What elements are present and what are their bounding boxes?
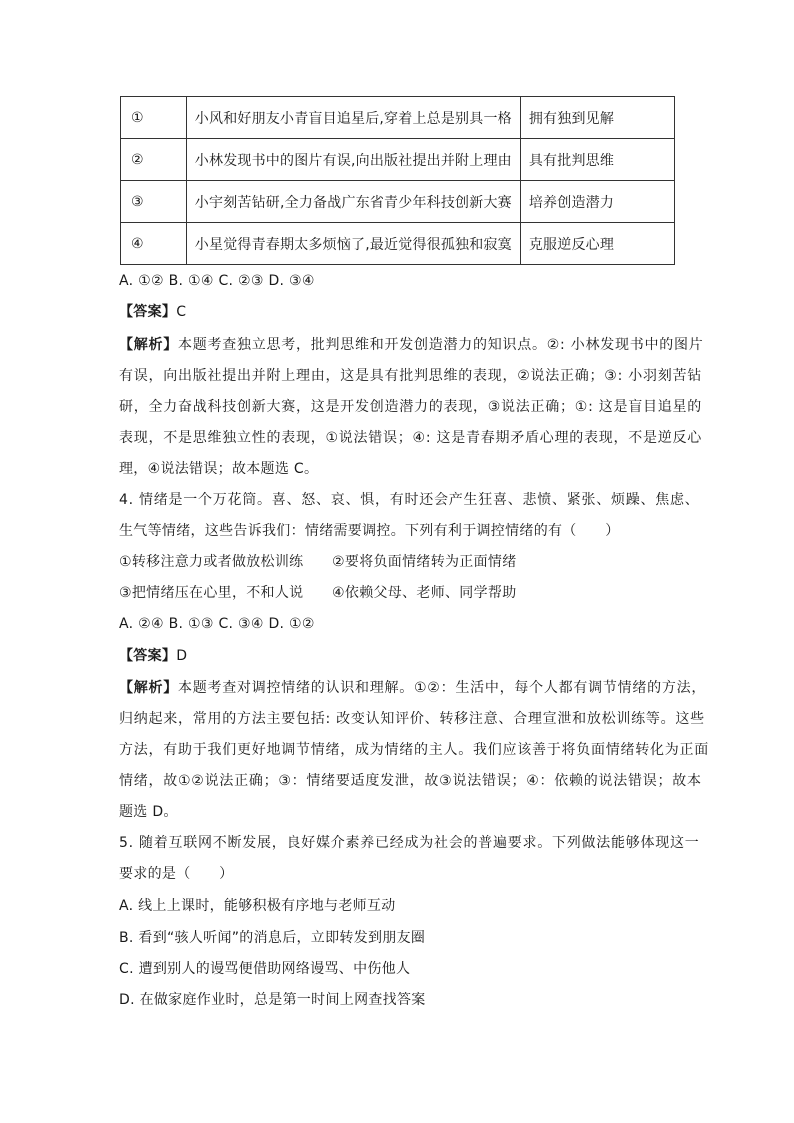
answer-value: D [176,648,188,664]
q5-stem-line: 5. 随着互联网不断发展，良好媒介素养已经成为社会的普遍要求。下列做法能够体现这一 [119,835,700,851]
table-row [121,97,675,139]
q3-analysis-line: 表现，不是思维独立性的表现，①说法错误；④: 这是青春期矛盾心理的表现，不是逆反心 [119,430,703,446]
q4-answer [119,646,187,666]
row-number: ③ [121,181,187,223]
q3-analysis-line: 研，全力奋战科技创新大赛，这是开发创造潜力的表现，③说法正确；①: 这是盲目追星的 [119,399,703,415]
q3-analysis-line: 理，④说法错误；故本题选 C。 [119,461,319,477]
q3-options: A. ①② B. ①④ C. ②③ D. ③④ [119,273,315,289]
row-result: 具有批判思维 [520,139,674,181]
analysis-text: 本题考查独立思考，批判思维和开发创造潜力的知识点。②: 小林发现书中的图片 [178,337,704,353]
q3-analysis-line: 有误，向出版社提出并附上理由，这是具有批判思维的表现，②说法正确；③: 小羽刻苦钻 [119,368,703,384]
q4-options: A. ②④ B. ①③ C. ③④ D. ①② [119,616,315,632]
q3-answer [119,302,186,322]
row-result: 拥有独到见解 [520,97,674,139]
q3-analysis-line [119,335,703,355]
q4-stem-line: 生气等情绪，这些告诉我们：情绪需要调控。下列有利于调控情绪的有（ ） [119,523,620,539]
table-row [121,181,675,223]
q4-stem-line: 4. 情绪是一个万花筒。喜、怒、哀、惧，有时还会产生狂喜、悲愤、紧张、烦躁、焦虑、 [119,492,700,508]
row-number: ① [121,97,187,139]
answer-label: 【答案】 [119,304,177,320]
q4-statement: ①转移注意力或者做放松训练 ②要将负面情绪转为正面情绪 [119,554,517,570]
table-row [121,139,675,181]
q4-statement: ③把情绪压在心里，不和人说 ④依赖父母、老师、同学帮助 [119,585,517,601]
q4-analysis-line: 题选 D。 [119,804,178,820]
row-result: 克服逆反心理 [520,223,674,265]
q4-analysis-line [119,678,706,698]
answer-label: 【答案】 [119,648,177,664]
q5-stem-line: 要求的是（ ） [119,866,234,882]
q5-choice: A. 线上上课时，能够积极有序地与老师互动 [119,898,396,914]
row-description: 小宇刻苦钻研,全力备战广东省青少年科技创新大赛 [186,181,520,223]
analysis-label: 【解析】 [119,680,178,696]
row-number: ② [121,139,187,181]
row-description: 小林发现书中的图片有误,向出版社提出并附上理由 [186,139,520,181]
q5-choice: C. 遭到别人的谩骂便借助网络谩骂、中伤他人 [119,961,411,977]
analysis-text: 本题考查对调控情绪的认识和理解。①②：生活中，每个人都有调节情绪的方法， [178,680,707,696]
row-description: 小星觉得青春期太多烦恼了,最近觉得很孤独和寂寞 [186,223,520,265]
q5-choice: B. 看到“骇人听闻”的消息后，立即转发到朋友圈 [119,930,426,946]
analysis-label: 【解析】 [119,337,178,353]
table-row [121,223,675,265]
q5-choice: D. 在做家庭作业时，总是第一时间上网查找答案 [119,992,426,1008]
comparison-table [120,96,675,265]
row-number: ④ [121,223,187,265]
q4-analysis-line: 归纳起来，常用的方法主要包括: 改变认知评价、转移注意、合理宣泄和放松训练等。这些 [119,711,705,727]
q4-analysis-line: 方法，有助于我们更好地调节情绪，成为情绪的主人。我们应该善于将负面情绪转化为正面 [119,742,709,758]
q4-analysis-line: 情绪，故①②说法正确；③：情绪要适度发泄，故③说法错误；④：依赖的说法错误；故本 [119,773,702,789]
row-result: 培养创造潜力 [520,181,674,223]
answer-value: C [176,304,187,320]
row-description: 小风和好朋友小青盲目追星后,穿着上总是别具一格 [186,97,520,139]
